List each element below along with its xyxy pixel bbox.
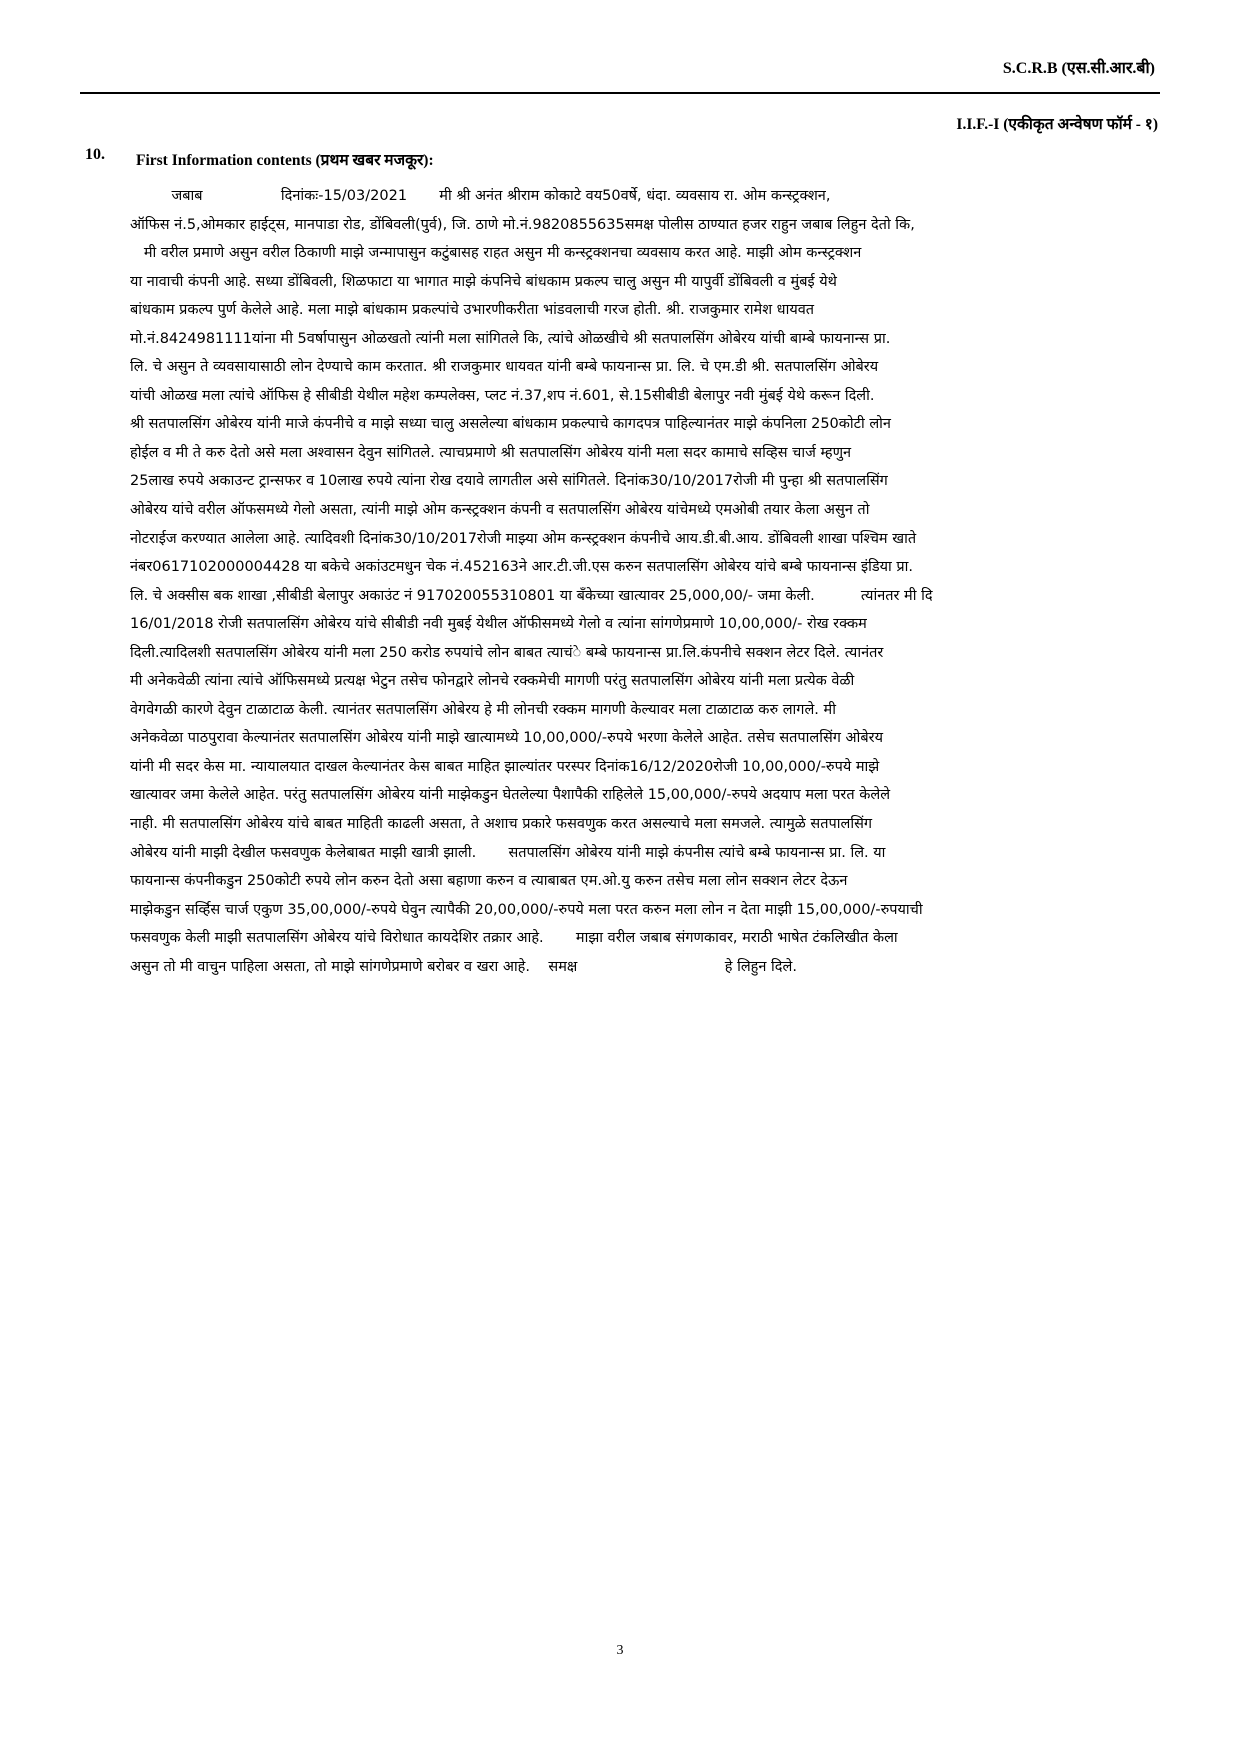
section-title: First Information contents (प्रथम खबर मजकूर): xyxy=(136,152,434,169)
body-line: मी वरील प्रमाणे असुन वरील ठिकाणी माझे जन्मापासुन कटुंबासह राहत असुन मी कन्स्ट्रक्शनचा व्यवसाय करत आहे. माझी ओम कन्स्ट्रक्शन xyxy=(130,245,862,262)
body-line: यांची ओळख मला त्यांचे ऑफिस हे सीबीडी येथील महेश कम्पलेक्स, प्लट नं.37,शप नं.601, से.15सीबीडी बेलापुर नवी मुंबई येथे करून दिली. xyxy=(130,387,875,404)
body-line: वेगवेगळी कारणे देवुन टाळाटाळ केली. त्यानंतर सतपालसिंग ओबेरय हे मी लोनची रक्कम मागणी केल्यावर मला टाळाटाळ करु लागले. मी xyxy=(130,701,836,718)
body-line: ऑफिस नं.5,ओमकार हाईट्स, मानपाडा रोड, डोंबिवली(पुर्व), जि. ठाणे मो.नं.9820855635समक्ष पोलीस ठाण्यात हजर राहुन जबाब लिहुन देतो कि, xyxy=(130,216,915,233)
body-line: माझेकडुन सर्व्हिस चार्ज एकुण 35,00,000/-रुपये घेवुन त्यापैकी 20,00,000/-रुपये मला परत करुन मला लोन न देता माझी 15,00,000/-रुपयाची xyxy=(130,901,923,918)
body-line: खात्यावर जमा केलेले आहेत. परंतु सतपालसिंग ओबेरय यांनी माझेकडुन घेतलेल्या पैशापैकी राहिलेले 15,00,000/-रुपये अदयाप मला परत केलेले xyxy=(130,787,891,804)
body-line: 25लाख रुपये अकाउन्ट ट्रान्सफर व 10लाख रुपये त्यांना रोख दयावे लागतील असे सांगितले. दिनांक30/10/2017रोजी मी पुन्हा श्री सतपालसिंग xyxy=(130,473,888,490)
body-line: नंबर0617102000004428 या बकेचे अकांउटमधुन चेक नं.452163ने आर.टी.जी.एस करुन सतपालसिंग ओबेरय यांचे बम्बे फायनान्स इंडिया प्रा. xyxy=(130,559,914,576)
form-id: I.I.F.-I (एकीकृत अन्वेषण फॉर्म - १) xyxy=(956,116,1158,133)
page-number: 3 xyxy=(616,1643,624,1658)
body-line: बांधकाम प्रकल्प पुर्ण केलेले आहे. मला माझे बांधकाम प्रकल्पांचे उभारणीकरीता भांडवलाची गरज होती. श्री. राजकुमार रामेश धायवत xyxy=(130,302,815,319)
body-line: जबाब दिनांकः-15/03/2021 मी श्री अनंत श्रीराम कोकाटे वय50वर्षे, धंदा. व्यवसाय रा. ओम कन्स्ट्रक्शन, xyxy=(130,188,831,204)
header-divider xyxy=(80,92,1160,94)
statement-body xyxy=(130,182,1152,981)
body-line: श्री सतपालसिंग ओबेरय यांनी माजे कंपनीचे व माझे सध्या चालु असलेल्या बांधकाम प्रकल्पाचे कागदपत्र पाहिल्यानंतर माझे कंपनिला 250कोटी लोन xyxy=(130,416,891,433)
body-line: होईल व मी ते करु देतो असे मला अश्वासन देवुन सांगितले. त्याचप्रमाणे श्री सतपालसिंग ओबेरय यांनी मला सदर कामाचे सव्हिस चार्ज म्हणुन xyxy=(130,444,852,461)
body-line: लि. चे अक्सीस बक शाखा ,सीबीडी बेलापुर अकाउंट नं 917020055310801 या बँकेच्या खात्यावर 25,000,00/- जमा केली. त्यांनतर मी दि xyxy=(130,587,933,604)
body-line: लि. चे असुन ते व्यवसायासाठी लोन देण्याचे काम करतात. श्री राजकुमार धायवत यांनी बम्बे फायनान्स प्रा. लि. चे एम.डी श्री. सतपालसिंग ओबेरय xyxy=(130,359,879,376)
body-line: ओबेरय यांनी माझी देखील फसवणुक केलेबाबत माझी खात्री झाली. सतपालसिंग ओबेरय यांनी माझे कंपनीस त्यांचे बम्बे फायनान्स प्रा. लि. या xyxy=(130,844,886,861)
body-line: या नावाची कंपनी आहे. सध्या डोंबिवली, शिळफाटा या भागात माझे कंपनिचे बांधकाम प्रकल्प चालु असुन मी यापुर्वी डोंबिवली व मुंबई येथे xyxy=(130,273,837,290)
body-line: मो.नं.8424981111यांना मी 5वर्षापासुन ओळखतो त्यांनी मला सांगितले कि, त्यांचे ओळखीचे श्री सतपालसिंग ओबेरय यांची बाम्बे फायनान्स प्रा. xyxy=(130,330,891,347)
body-line: अनेकवेळा पाठपुरावा केल्यानंतर सतपालसिंग ओबेरय यांनी माझे खात्यामध्ये 10,00,000/-रुपये भरणा केलेले आहेत. तसेच सतपालसिंग ओबेरय xyxy=(130,730,884,747)
body-line: यांनी मी सदर केस मा. न्यायालयात दाखल केल्यानंतर केस बाबत माहित झाल्यांतर परस्पर दिनांक16/12/2020रोजी 10,00,000/-रुपये माझे xyxy=(130,758,880,775)
body-line: असुन तो मी वाचुन पाहिला असता, तो माझे सांगणेप्रमाणे बरोबर व खरा आहे. समक्ष हे लिहुन दिले. xyxy=(130,958,797,975)
body-line: ओबेरय यांचे वरील ऑफसमध्ये गेलो असता, त्यांनी माझे ओम कन्स्ट्रक्शन कंपनी व सतपालसिंग ओबेरय यांचेमध्ये एमओबी तयार केला असुन तो xyxy=(130,502,870,519)
body-line: फायनान्स कंपनीकडुन 250कोटी रुपये लोन करुन देतो असा बहाणा करुन व त्याबाबत एम.ओ.यु करुन तसेच मला लोन सक्शन लेटर देऊन xyxy=(130,873,848,890)
header-org: S.C.R.B (एस.सी.आर.बी) xyxy=(1002,60,1155,77)
body-line: नाही. मी सतपालसिंग ओबेरय यांचे बाबत माहिती काढली असता, ते अशाच प्रकारे फसवणुक करत असल्याचे मला समजले. त्यामुळे सतपालसिंग xyxy=(130,816,873,833)
body-line: 16/01/2018 रोजी सतपालसिंग ओबेरय यांचे सीबीडी नवी मुबई येथील ऑफीसमध्ये गेलो व त्यांना सांगणेप्रमाणे 10,00,000/- रोख रक्कम xyxy=(130,616,867,633)
section-number: 10. xyxy=(85,146,105,163)
body-line: दिली.त्यादिलशी सतपालसिंग ओबेरय यांनी मला 250 करोड रुपयांचे लोन बाबत त्याचंे बम्बे फायनान्स प्रा.लि.कंपनीचे सक्शन लेटर दिले. त्यानंतर xyxy=(130,644,884,661)
body-line: फसवणुक केली माझी सतपालसिंग ओबेरय यांचे विरोधात कायदेशिर तक्रार आहे. माझा वरील जबाब संगणकावर, मराठी भाषेत टंकलिखीत केला xyxy=(130,930,898,947)
body-line: नोटराईज करण्यात आलेला आहे. त्यादिवशी दिनांक30/10/2017रोजी माझ्या ओम कन्स्ट्रक्शन कंपनीचे आय.डी.बी.आय. डोंबिवली शाखा पश्चिम खाते xyxy=(130,530,917,547)
body-line: मी अनेकवेळी त्यांना त्यांचे ऑफिसमध्ये प्रत्यक्ष भेटुन तसेच फोनद्वारे लोनचे रक्कमेची मागणी परंतु सतपालसिंग ओबेरय यांनी मला प्रत्येक वेळी xyxy=(130,673,855,690)
